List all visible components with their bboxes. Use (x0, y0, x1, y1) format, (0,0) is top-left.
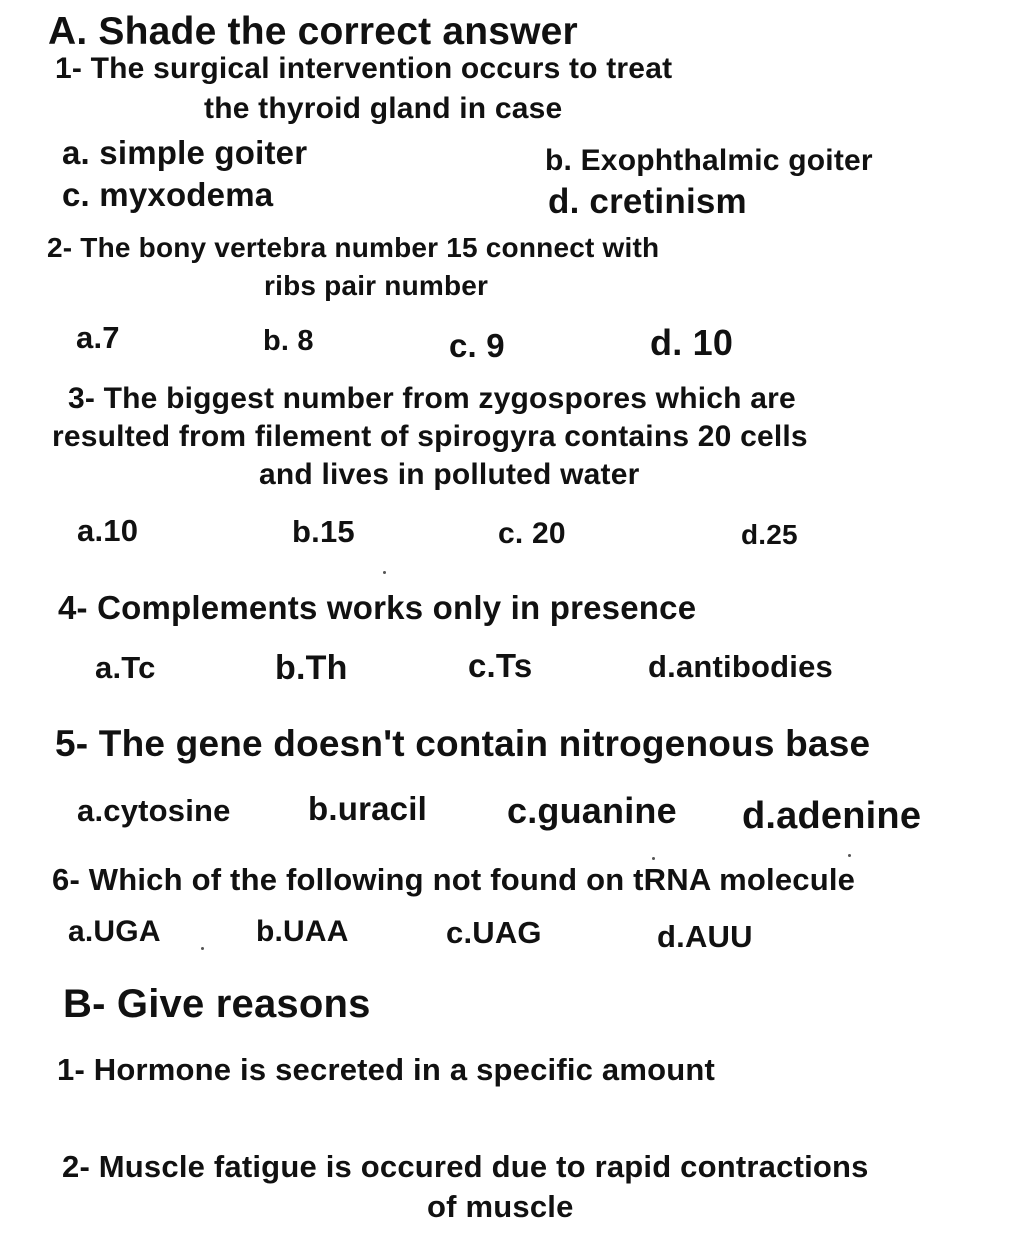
speck-mark (652, 857, 655, 860)
q2-option-d[interactable]: d. 10 (650, 322, 734, 363)
q3-option-d[interactable]: d.25 (741, 519, 798, 550)
q1-option-b[interactable]: b. Exophthalmic goiter (545, 144, 873, 177)
question-1-text: 1- The surgical intervention occurs to treat (55, 52, 673, 85)
q1-option-a[interactable]: a. simple goiter (62, 134, 308, 171)
q2-option-a[interactable]: a.7 (76, 320, 120, 355)
q4-option-c[interactable]: c.Ts (468, 647, 533, 684)
question-6-text: 6- Which of the following not found on tRNA molecule (52, 862, 856, 897)
speck-mark (383, 571, 386, 574)
question-5-text: 5- The gene doesn't contain nitrogenous base (55, 723, 871, 764)
q1-option-d[interactable]: d. cretinism (548, 182, 747, 221)
q5-option-d[interactable]: d.adenine (742, 795, 922, 837)
reason-1-text: 1- Hormone is secreted in a specific amount (57, 1052, 716, 1087)
q4-option-d[interactable]: d.antibodies (648, 649, 833, 684)
q1-option-c[interactable]: c. myxodema (62, 176, 274, 213)
q5-option-b[interactable]: b.uracil (308, 790, 427, 827)
question-2-text-cont: ribs pair number (264, 270, 489, 301)
speck-mark (201, 947, 204, 950)
section-a-title: A. Shade the correct answer (48, 10, 578, 53)
q3-option-b[interactable]: b.15 (292, 514, 355, 549)
q4-option-a[interactable]: a.Tc (95, 650, 156, 685)
q6-option-c[interactable]: c.UAG (446, 915, 542, 950)
question-3-text: 3- The biggest number from zygospores which are (68, 382, 796, 415)
q4-option-b[interactable]: b.Th (275, 649, 348, 687)
question-3-text-cont-1: resulted from filement of spirogyra contains 20 cells (52, 420, 808, 453)
question-1-text-cont: the thyroid gland in case (204, 92, 563, 125)
q6-option-d[interactable]: d.AUU (657, 919, 753, 954)
q6-option-b[interactable]: b.UAA (256, 915, 349, 948)
q5-option-c[interactable]: c.guanine (507, 790, 677, 831)
q5-option-a[interactable]: a.cytosine (77, 793, 231, 828)
question-4-text: 4- Complements works only in presence (58, 589, 697, 626)
q6-option-a[interactable]: a.UGA (68, 915, 161, 948)
question-2-text: 2- The bony vertebra number 15 connect with (47, 232, 660, 263)
question-3-text-cont-2: and lives in polluted water (259, 458, 640, 491)
q2-option-c[interactable]: c. 9 (449, 327, 505, 364)
q3-option-c[interactable]: c. 20 (498, 517, 566, 550)
reason-2-text-cont: of muscle (427, 1189, 574, 1224)
q3-option-a[interactable]: a.10 (77, 513, 139, 548)
section-b-title: B- Give reasons (63, 982, 371, 1026)
speck-mark (848, 854, 851, 857)
reason-2-text: 2- Muscle fatigue is occured due to rapid contractions (62, 1149, 869, 1184)
q2-option-b[interactable]: b. 8 (263, 325, 314, 357)
